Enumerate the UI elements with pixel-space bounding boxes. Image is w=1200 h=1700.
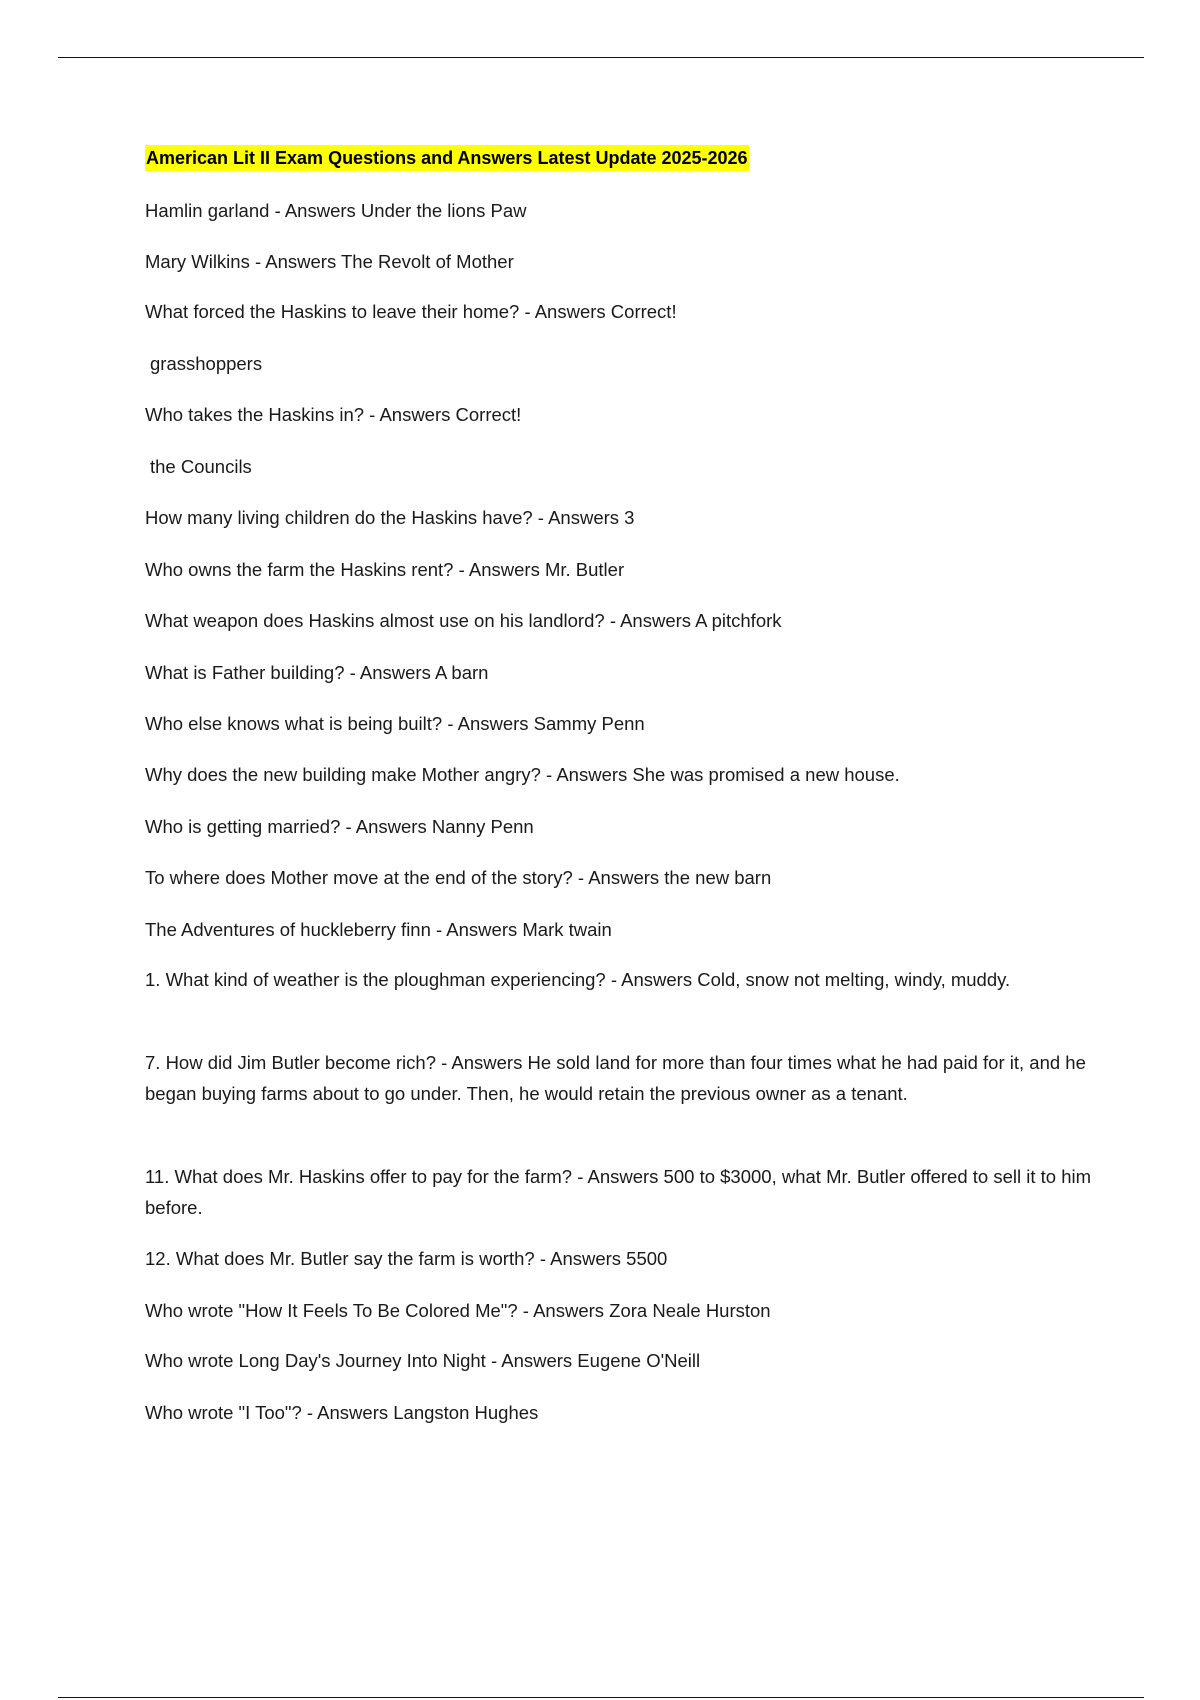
qa-answer-line: the Councils xyxy=(150,456,252,477)
qa-entry: To where does Mother move at the end of the story? - Answers the new barn xyxy=(145,867,772,888)
footer-rule xyxy=(58,1697,1144,1698)
qa-entry: How many living children do the Haskins have? - Answers 3 xyxy=(145,507,635,528)
qa-entry: The Adventures of huckleberry finn - Answers Mark twain xyxy=(145,919,612,940)
qa-answer-line: grasshoppers xyxy=(150,353,263,374)
qa-entry: 7. How did Jim Butler become rich? - Answers He sold land for more than four times what he had paid for it, and he began buying farms about to go under. Then, he would retain the previous owner as a tenant. xyxy=(145,1052,1086,1104)
qa-entry: Who owns the farm the Haskins rent? - Answers Mr. Butler xyxy=(145,559,625,580)
qa-entry: Who wrote "How It Feels To Be Colored Me"? - Answers Zora Neale Hurston xyxy=(145,1300,771,1321)
qa-entry: Who takes the Haskins in? - Answers Correct! xyxy=(145,404,522,425)
qa-entry: Who wrote Long Day's Journey Into Night - Answers Eugene O'Neill xyxy=(145,1350,701,1371)
qa-entry: Hamlin garland - Answers Under the lions Paw xyxy=(145,200,527,221)
qa-entry: Who wrote "I Too"? - Answers Langston Hughes xyxy=(145,1402,539,1423)
qa-entry: What forced the Haskins to leave their home? - Answers Correct! xyxy=(145,301,677,322)
qa-entry: Who is getting married? - Answers Nanny Penn xyxy=(145,816,534,837)
qa-entry: Mary Wilkins - Answers The Revolt of Mother xyxy=(145,251,514,272)
document-title: American Lit II Exam Questions and Answers Latest Update 2025-2026 xyxy=(145,145,749,171)
qa-entry: What weapon does Haskins almost use on his landlord? - Answers A pitchfork xyxy=(145,610,782,631)
qa-entry: What is Father building? - Answers A barn xyxy=(145,662,489,683)
qa-entry: 12. What does Mr. Butler say the farm is worth? - Answers 5500 xyxy=(145,1248,668,1269)
qa-entry: Who else knows what is being built? - Answers Sammy Penn xyxy=(145,713,645,734)
header-rule xyxy=(58,57,1144,58)
qa-entry: Why does the new building make Mother angry? - Answers She was promised a new house. xyxy=(145,764,900,785)
qa-entry: 1. What kind of weather is the ploughman experiencing? - Answers Cold, snow not melting, windy, muddy. xyxy=(145,969,1011,990)
qa-entry: 11. What does Mr. Haskins offer to pay for the farm? - Answers 500 to $3000, what Mr. Butler offered to sell it to him before. xyxy=(145,1166,1092,1218)
